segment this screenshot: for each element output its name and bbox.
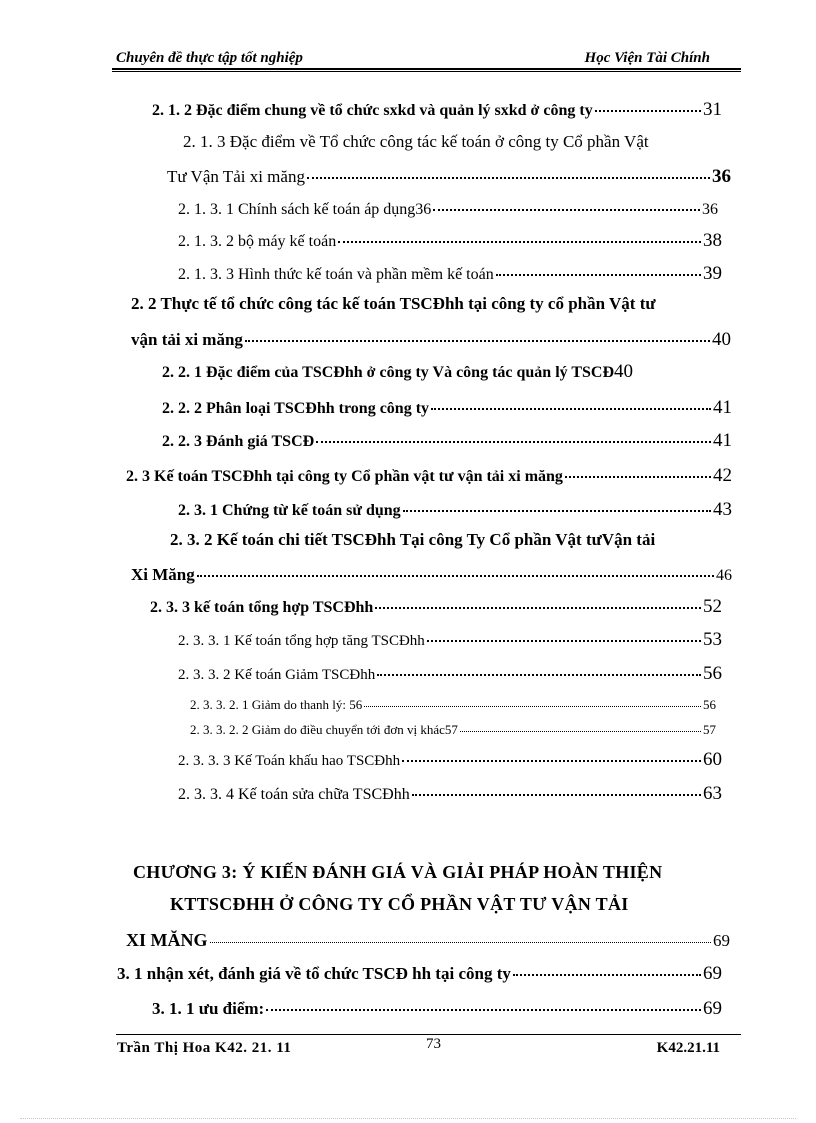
toc-entry: 2. 3. 3 kế toán tổng hợp TSCĐhh 52 bbox=[150, 594, 722, 618]
toc-entry: XI MĂNG 69 bbox=[126, 927, 730, 951]
toc-entry: Xi Măng 46 bbox=[131, 561, 732, 585]
chapter-title-line1: CHƯƠNG 3: Ý KIẾN ĐÁNH GIÁ VÀ GIẢI PHÁP HOÀN THIỆN bbox=[133, 862, 663, 882]
toc-entry: 2. 3. 3. 1 Kế toán tổng hợp tăng TSCĐhh 53 bbox=[178, 628, 722, 651]
toc-entry: 2. 1. 3. 1 Chính sách kế toán áp dụng36 36 bbox=[178, 196, 718, 219]
toc-entry: 3. 1. 1 ưu điểm: 69 bbox=[152, 995, 722, 1020]
header-rule bbox=[112, 68, 741, 72]
toc-entry: 2. 3. 3. 2 Kế toán Giảm TSCĐhh 56 bbox=[178, 662, 722, 685]
toc-entry: 2. 2. 2 Phân loại TSCĐhh trong công ty 41 bbox=[162, 395, 732, 419]
toc-entry: vận tải xi măng 40 bbox=[131, 326, 731, 351]
toc-entry-line1: 2. 2 Thực tế tổ chức công tác kế toán TSCĐhh tại công ty cổ phần Vật tư bbox=[131, 294, 656, 313]
header-left: Chuyên đề thực tập tốt nghiệp bbox=[116, 50, 303, 66]
page-number: 73 bbox=[426, 1036, 441, 1052]
toc-entry: 2. 3. 3. 2. 2 Giảm do điều chuyển tới đơn vị khác57 57 bbox=[190, 720, 716, 738]
toc-entry: 3. 1 nhận xét, đánh giá về tổ chức TSCĐ hh tại công ty 69 bbox=[117, 960, 722, 985]
toc-entry: 2. 1. 3. 2 bộ máy kế toán 38 bbox=[178, 228, 722, 252]
toc-entry-line1: 2. 3. 2 Kế toán chi tiết TSCĐhh Tại công Ty Cổ phần Vật tưVận tải bbox=[170, 530, 656, 549]
toc-entry: 2. 2. 1 Đặc điểm của TSCĐhh ở công ty Và công tác quản lý TSCĐ 40 bbox=[162, 361, 634, 382]
toc-entry: 2. 3. 3. 3 Kế Toán khấu hao TSCĐhh 60 bbox=[178, 748, 722, 771]
page-edge bbox=[20, 1118, 796, 1119]
toc-entry: 2. 1. 3. 3 Hình thức kế toán và phần mềm kế toán 39 bbox=[178, 261, 722, 285]
footer-class: K42.21.11 bbox=[656, 1040, 720, 1056]
footer-rule bbox=[116, 1034, 741, 1035]
chapter-title-line2: KTTSCĐHH Ở CÔNG TY CỔ PHẦN VẬT TƯ VẬN TẢI bbox=[170, 894, 629, 914]
toc-entry-line1: 2. 1. 3 Đặc điểm về Tổ chức công tác kế toán ở công ty Cổ phần Vật bbox=[183, 132, 649, 151]
toc-entry: Tư Vận Tải xi măng 36 bbox=[167, 163, 731, 188]
toc-entry: 2. 3. 3. 4 Kế toán sửa chữa TSCĐhh 63 bbox=[178, 781, 722, 805]
header-right: Học Viện Tài Chính bbox=[584, 50, 710, 66]
footer-author: Trần Thị Hoa K42. 21. 11 bbox=[117, 1040, 292, 1056]
toc-entry: 2. 3. 1 Chứng từ kế toán sử dụng 43 bbox=[178, 497, 732, 521]
toc-entry: 2. 2. 3 Đánh giá TSCĐ 41 bbox=[162, 428, 732, 452]
toc-entry: 2. 1. 2 Đặc điểm chung về tổ chức sxkd và quản lý sxkd ở công ty 31 bbox=[152, 97, 722, 121]
toc-entry: 2. 3. 3. 2. 1 Giảm do thanh lý: 56 56 bbox=[190, 695, 716, 713]
toc-entry: 2. 3 Kế toán TSCĐhh tại công ty Cổ phần vật tư vận tải xi măng 42 bbox=[126, 463, 732, 487]
